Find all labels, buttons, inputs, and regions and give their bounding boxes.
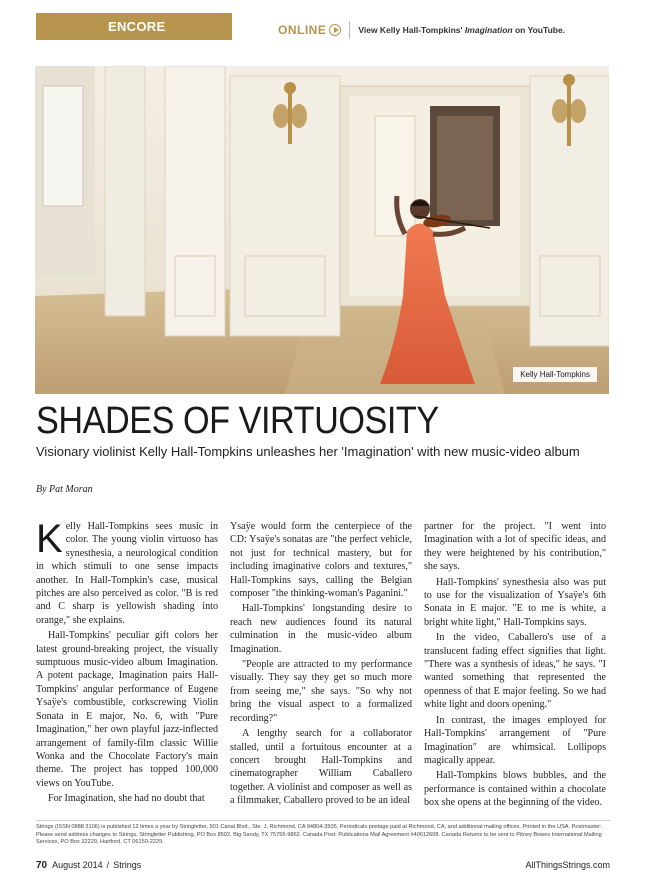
page-number: 70: [36, 859, 48, 871]
paragraph: Hall-Tompkins' peculiar gift colors her latest ground-breaking project, the visually sumptuous music-video album Imagination. A potent package, Imagination pairs Hall-Tompkins' angular performance of Eugene Ysaÿe's combustible, corkscrewing Violin Sonata in E major, No. 6, with "Pure Imagination," her own playful jazz-inflected arrangement of family-film classic Willie Wonka and the Chocolate Factory's main theme. The project has topped 100,000 views on YouTube.: [36, 630, 218, 789]
paragraph: Ysaÿe would form the centerpiece of the CD: Ysaÿe's sonatas are "the perfect vehicle, not just for technical mastery, but for including imaginative colors and textures," Hall-Tompkins says, calling the Belgian composer "the thinking-woman's Paganini.": [230, 521, 412, 600]
online-text: View Kelly Hall-Tompkins' Imagination on YouTube.: [358, 25, 566, 35]
article-column-2: [230, 520, 412, 808]
paragraph: Hall-Tompkins' synesthesia also was put to use for the visualization of Ysaÿe's 6th Sonata in E major. "E to me is white, a bright white light," Hall-Tompkins says.: [424, 576, 606, 628]
article-column-3: [424, 520, 606, 810]
paragraph: In contrast, the images employed for Hall-Tompkins' arrangement of "Pure Imagination" are whimsical. Lollipops magically appear.: [424, 714, 606, 766]
paragraph: partner for the project. "I went into Imagination with a lot of specific ideas, and they were heightened by his contribution," she says.: [424, 521, 606, 573]
paragraph: A lengthy search for a collaborator stalled, until a fortuitous encounter at a concert brought Hall-Tompkins and cinematographer William Caballero together. A violinist and composer as well as a filmmaker, Caballero proved to be an ideal: [230, 728, 412, 807]
paragraph: In the video, Caballero's use of a translucent fading effect signifies that light. "There was a synthesis of ideas," he says. "I wanted something that represented the openness of that E major feeling. So we had white light and doors opening.": [424, 632, 606, 711]
website-link[interactable]: AllThingsStrings.com: [525, 860, 610, 870]
photo-caption: Kelly Hall-Tompkins: [513, 367, 597, 382]
page-footer: [36, 858, 610, 872]
play-icon: [329, 24, 341, 36]
article-deck: Visionary violinist Kelly Hall-Tompkins unleashes her 'Imagination' with new music-video album: [36, 444, 580, 459]
footer-separator: /: [106, 860, 110, 870]
issue-date: August 2014: [52, 860, 103, 870]
online-link[interactable]: [278, 20, 565, 40]
paragraph: Kelly Hall-Tompkins sees music in color. The young violin virtuoso has synesthesia, a neurological condition in which stimuli to one sense impacts another. In Hall-Tompkin's case, musical pitches are also perceived as color. "B is red and C sharp is yellowish shading into orange," she explains.: [36, 517, 218, 626]
paragraph: For Imagination, she had no doubt that: [48, 793, 205, 805]
paragraph: Hall-Tompkins' longstanding desire to reach new audiences found its natural culmination in the music-video album Imagination.: [230, 603, 412, 655]
online-label: ONLINE: [278, 23, 327, 37]
hero-photo: [35, 66, 609, 394]
paragraph: Hall-Tompkins blows bubbles, and the performance is contained within a chocolate box she opens at the beginning of the video.: [424, 770, 606, 809]
byline: By Pat Moran: [36, 484, 93, 495]
article-title: SHADES OF VIRTUOSITY: [36, 400, 439, 442]
section-tab: ENCORE: [36, 13, 232, 40]
publication-fine-print: Strings (ISSN 0888 3106) is published 12 times a year by Stringletter, 501 Canal Blvd., Ste. J, Richmond, CA 94804-3505. Periodicals postage paid at Richmond, CA, and additional mailing offices. Printed in the USA. Postmaster: Please send address changes to Strings, Stringletter Publishing, PO Box 8502, Big Sandy, TX 75755-9862. Canada Post: Publications Mail Agreement #40612608. Canada Returns to be sent to Pitney Bowes International Mailing Services, PO Box 32229, Hartford, CT 06150-2229.: [36, 820, 610, 847]
dropcap: K: [36, 517, 63, 561]
hero-photo-illustration: [35, 66, 609, 394]
magazine-name: Strings: [113, 860, 142, 870]
paragraph: "People are attracted to my performance visually. They say they get so much more from seeing me," she says. "So why not bring the visual aspect to a formalized recording?": [230, 659, 412, 724]
online-divider: [349, 21, 350, 39]
article-column-1: [36, 517, 218, 806]
